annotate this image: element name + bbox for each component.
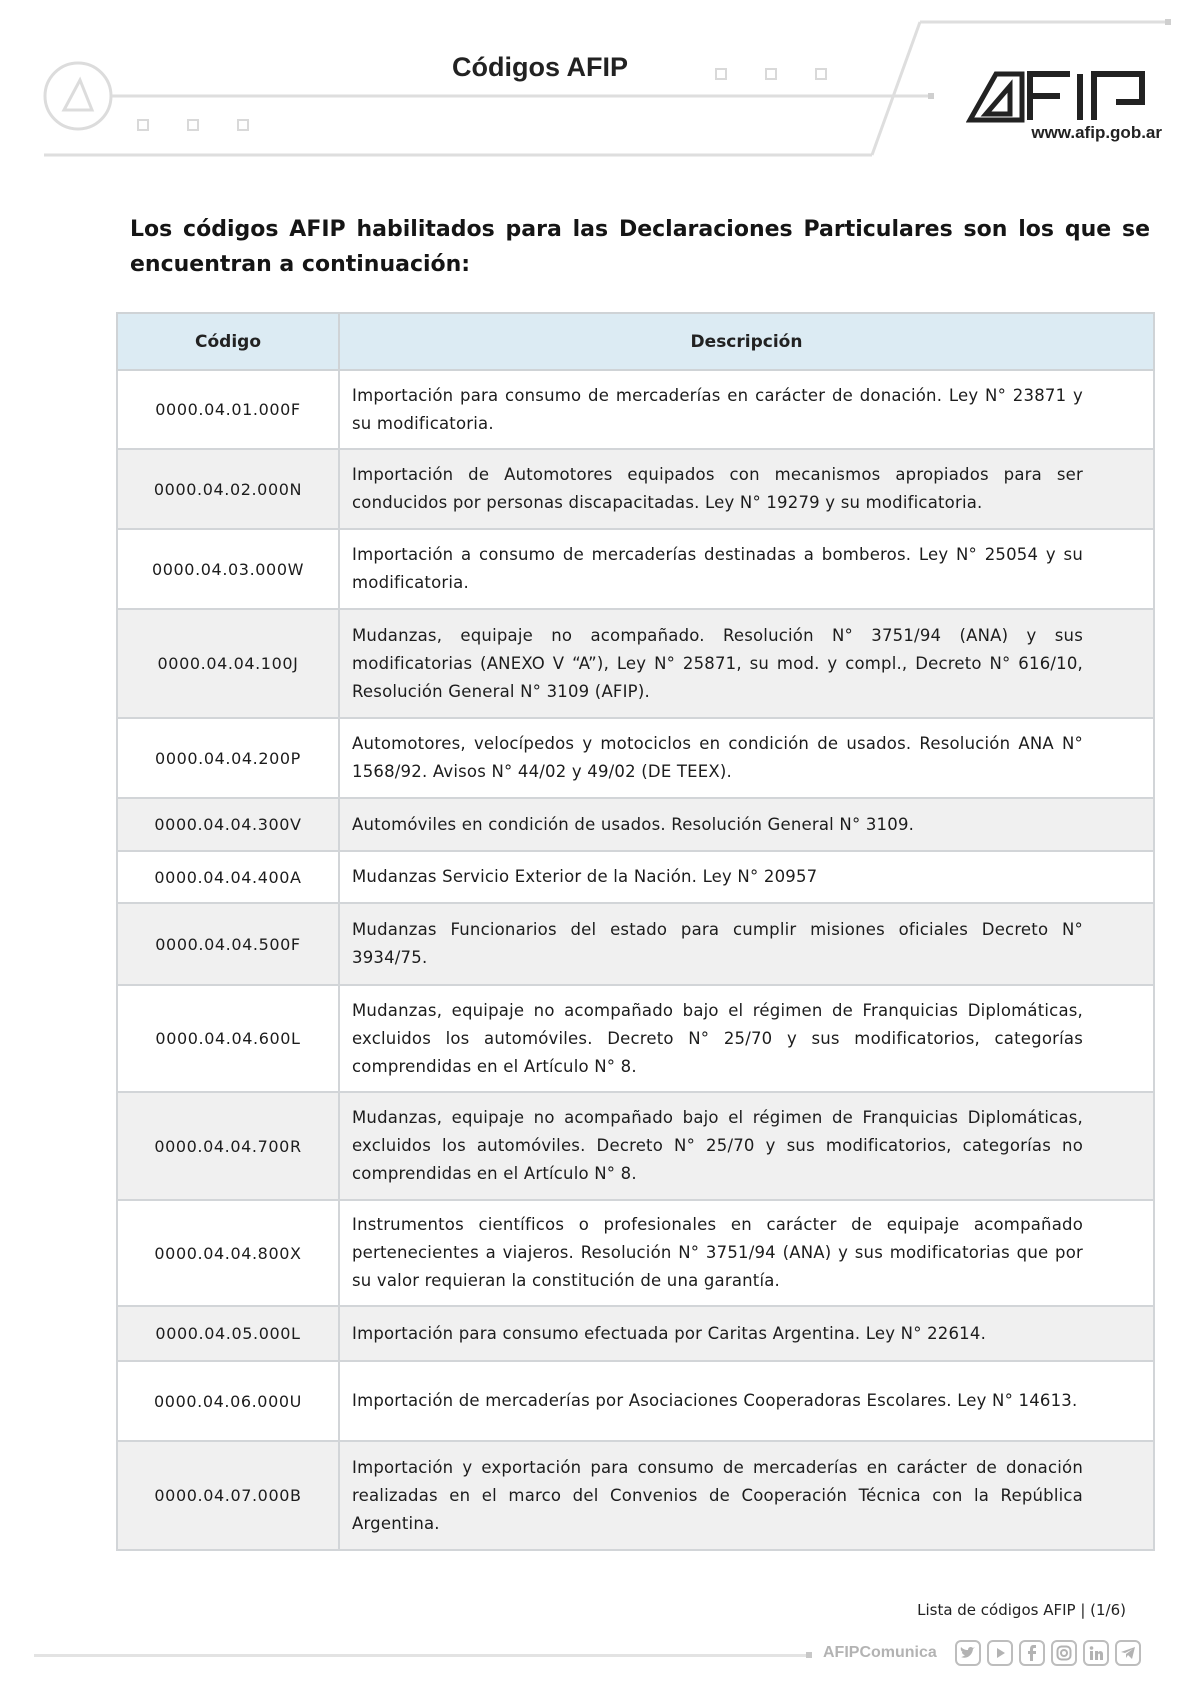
code-cell: 0000.04.02.000N <box>117 449 339 529</box>
telegram-icon[interactable] <box>1115 1640 1141 1666</box>
description-cell: Importación de Automotores equipados con mecanismos apropiados para ser conducidos por personas discapacitadas. Ley N° 19279 y su modificatoria. <box>339 449 1154 529</box>
footer-divider <box>34 1654 809 1657</box>
code-cell: 0000.04.04.600L <box>117 985 339 1092</box>
table-row <box>117 370 1154 449</box>
table-row <box>117 1361 1154 1441</box>
description-cell: Importación y exportación para consumo de mercaderías en carácter de donación realizadas en el marco del Convenios de Cooperación Técnica con la República Argentina. <box>339 1441 1154 1550</box>
column-header-description: Descripción <box>339 313 1154 370</box>
code-cell: 0000.04.04.500F <box>117 903 339 985</box>
table-row <box>117 449 1154 529</box>
code-cell: 0000.04.06.000U <box>117 1361 339 1441</box>
description-cell: Importación a consumo de mercaderías destinadas a bomberos. Ley N° 25054 y su modificatoria. <box>339 529 1154 609</box>
column-header-code: Código <box>117 313 339 370</box>
table-row <box>117 1092 1154 1200</box>
afip-comunica-label: AFIPComunica <box>823 1644 937 1661</box>
codes-table <box>116 312 1155 1551</box>
youtube-icon[interactable] <box>987 1640 1013 1666</box>
code-cell: 0000.04.04.200P <box>117 718 339 798</box>
brand-url[interactable]: www.afip.gob.ar <box>1031 123 1162 142</box>
description-cell: Mudanzas, equipaje no acompañado. Resolución N° 3751/94 (ANA) y sus modificatorias (ANEXO V “A”), Ley N° 25871, su mod. y compl., Decreto N° 616/10, Resolución General N° 3109 (AFIP). <box>339 609 1154 718</box>
code-cell: 0000.04.07.000B <box>117 1441 339 1550</box>
code-cell: 0000.04.04.400A <box>117 851 339 903</box>
table-row <box>117 609 1154 718</box>
document-title: Códigos AFIP <box>452 52 628 82</box>
table-row <box>117 1200 1154 1306</box>
description-cell: Instrumentos científicos o profesionales en carácter de equipaje acompañado pertenecientes a viajeros. Resolución N° 3751/94 (ANA) y sus modificatorias que por su valor requieran la constitución de una garantía. <box>339 1200 1154 1306</box>
table-row <box>117 798 1154 851</box>
facebook-icon[interactable] <box>1019 1640 1045 1666</box>
table-row <box>117 718 1154 798</box>
footer-divider-dot <box>806 1652 812 1658</box>
code-cell: 0000.04.01.000F <box>117 370 339 449</box>
instagram-icon[interactable] <box>1051 1640 1077 1666</box>
afip-logo <box>966 68 1162 128</box>
table-row <box>117 1441 1154 1550</box>
description-cell: Automóviles en condición de usados. Resolución General N° 3109. <box>339 798 1154 851</box>
description-cell: Mudanzas Servicio Exterior de la Nación. Ley N° 20957 <box>339 851 1154 903</box>
code-cell: 0000.04.04.800X <box>117 1200 339 1306</box>
description-cell: Mudanzas, equipaje no acompañado bajo el régimen de Franquicias Diplomáticas, excluidos los automóviles. Decreto N° 25/70 y sus modificatorios, categorías no comprendidas en el Artículo N° 8. <box>339 1092 1154 1200</box>
table-row <box>117 903 1154 985</box>
description-cell: Importación para consumo de mercaderías en carácter de donación. Ley N° 23871 y su modificatoria. <box>339 370 1154 449</box>
table-row <box>117 529 1154 609</box>
code-cell: 0000.04.04.300V <box>117 798 339 851</box>
table-row <box>117 851 1154 903</box>
code-cell: 0000.04.05.000L <box>117 1306 339 1361</box>
code-cell: 0000.04.03.000W <box>117 529 339 609</box>
table-row <box>117 1306 1154 1361</box>
table-header-row <box>117 313 1154 370</box>
code-cell: 0000.04.04.700R <box>117 1092 339 1200</box>
description-cell: Mudanzas, equipaje no acompañado bajo el régimen de Franquicias Diplomáticas, excluidos los automóviles. Decreto N° 25/70 y sus modificatorios, categorías comprendidas en el Artículo N° 8. <box>339 985 1154 1092</box>
linkedin-icon[interactable] <box>1083 1640 1109 1666</box>
description-cell: Importación de mercaderías por Asociaciones Cooperadoras Escolares. Ley N° 14613. <box>339 1361 1154 1441</box>
description-cell: Automotores, velocípedos y motociclos en condición de usados. Resolución ANA N° 1568/92. Avisos N° 44/02 y 49/02 (DE TEEX). <box>339 718 1154 798</box>
table-row <box>117 985 1154 1092</box>
emblem-icon <box>45 63 111 129</box>
description-cell: Mudanzas Funcionarios del estado para cumplir misiones oficiales Decreto N° 3934/75. <box>339 903 1154 985</box>
social-links <box>955 1640 1141 1666</box>
intro-paragraph: Los códigos AFIP habilitados para las Declaraciones Particulares son los que se encuentran a continuación: <box>130 217 1150 277</box>
page-reference: Lista de códigos AFIP | (1/6) <box>917 1601 1126 1619</box>
code-cell: 0000.04.04.100J <box>117 609 339 718</box>
description-cell: Importación para consumo efectuada por Caritas Argentina. Ley N° 22614. <box>339 1306 1154 1361</box>
twitter-icon[interactable] <box>955 1640 981 1666</box>
